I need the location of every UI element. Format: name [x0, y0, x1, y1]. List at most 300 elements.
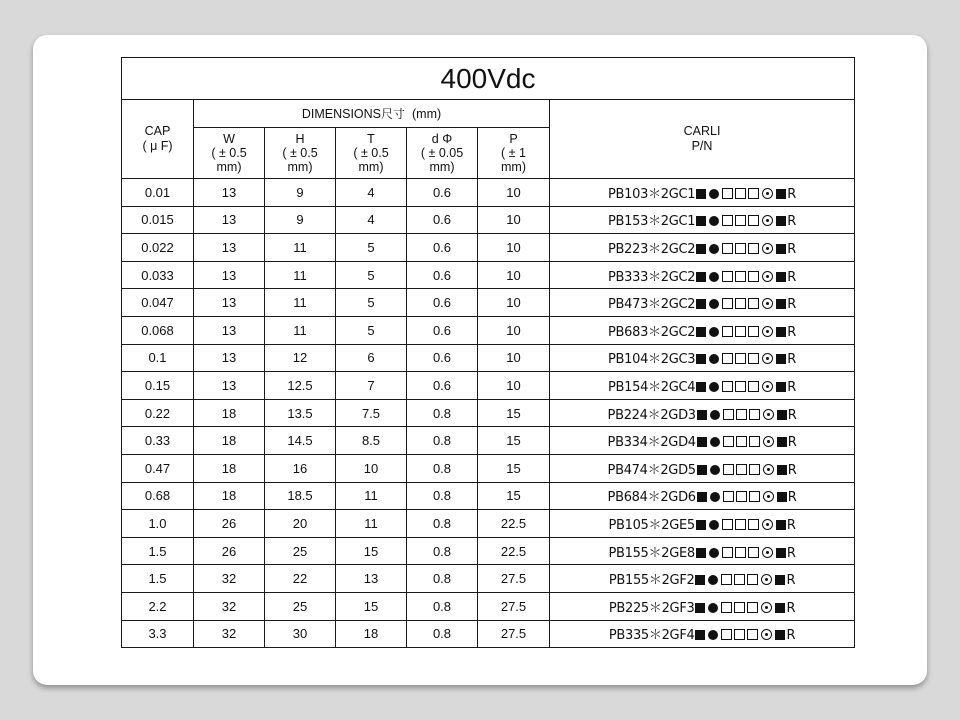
empty-square-icon	[722, 215, 733, 226]
empty-square-icon	[735, 381, 746, 392]
empty-square-icon	[722, 188, 733, 199]
circle-dot-icon	[762, 353, 773, 364]
filled-square-icon	[775, 630, 785, 640]
width-cell: 18	[194, 427, 265, 455]
part-number-prefix: PB154＊2GC4	[608, 379, 696, 395]
dim-header-h-unit: mm)	[287, 160, 313, 174]
cap-cell: 0.33	[122, 427, 194, 455]
cap-cell: 0.033	[122, 261, 194, 289]
part-number-header	[550, 100, 855, 179]
lead-diameter-cell: 0.6	[407, 316, 478, 344]
empty-square-icon	[748, 519, 759, 530]
part-number-suffix: R	[787, 186, 797, 202]
empty-square-icon	[736, 491, 747, 502]
table-row	[122, 234, 855, 262]
part-number-suffix: R	[787, 379, 797, 395]
filled-square-icon	[776, 272, 786, 282]
filled-circle-icon	[709, 244, 719, 254]
pitch-cell: 10	[478, 344, 550, 372]
part-number-suffix: R	[787, 214, 797, 230]
empty-square-icon	[747, 602, 758, 613]
dim-header-d-name: d Φ	[431, 132, 453, 146]
empty-square-icon	[736, 436, 747, 447]
empty-square-icon	[734, 629, 745, 640]
lead-diameter-cell: 0.6	[407, 179, 478, 207]
empty-square-icon	[734, 574, 745, 585]
dim-header-w	[194, 128, 265, 179]
lead-diameter-cell: 0.8	[407, 427, 478, 455]
filled-circle-icon	[709, 272, 719, 282]
pitch-cell: 27.5	[478, 592, 550, 620]
table-row	[122, 482, 855, 510]
slide-card	[33, 35, 927, 685]
table-row	[122, 537, 855, 565]
empty-square-icon	[723, 436, 734, 447]
cap-header-line2: ( μ F)	[142, 139, 173, 153]
filled-square-icon	[775, 603, 785, 613]
part-number-prefix: PB225＊2GF3	[608, 600, 695, 616]
circle-dot-icon	[763, 491, 774, 502]
width-cell: 18	[194, 454, 265, 482]
table-row	[122, 261, 855, 289]
dim-header-t-tol: ( ± 0.5	[353, 146, 389, 160]
pitch-cell: 22.5	[478, 537, 550, 565]
dim-header-t	[336, 128, 407, 179]
filled-square-icon	[696, 216, 706, 226]
empty-square-icon	[748, 381, 759, 392]
thickness-cell: 13	[336, 565, 407, 593]
empty-square-icon	[748, 271, 759, 282]
part-number-cell	[550, 454, 855, 482]
pitch-cell: 27.5	[478, 620, 550, 648]
dim-header-w-tol: ( ± 0.5	[211, 146, 247, 160]
lead-diameter-cell: 0.6	[407, 372, 478, 400]
height-cell: 11	[265, 316, 336, 344]
part-number-suffix: R	[787, 462, 797, 478]
width-cell: 32	[194, 565, 265, 593]
width-cell: 13	[194, 372, 265, 400]
dimensions-label: DIMENSIONS	[301, 107, 382, 121]
dim-header-h-name: H	[295, 132, 305, 146]
lead-diameter-cell: 0.6	[407, 261, 478, 289]
filled-circle-icon	[709, 216, 719, 226]
filled-circle-icon	[709, 520, 719, 530]
table-row	[122, 565, 855, 593]
empty-square-icon	[723, 464, 734, 475]
filled-circle-icon	[710, 410, 720, 420]
cap-cell: 0.015	[122, 206, 194, 234]
part-number-suffix: R	[786, 600, 796, 616]
filled-square-icon	[695, 603, 705, 613]
filled-circle-icon	[710, 492, 720, 502]
empty-square-icon	[722, 326, 733, 337]
pitch-cell: 10	[478, 372, 550, 400]
circle-dot-icon	[762, 326, 773, 337]
cap-column-header	[122, 100, 194, 179]
pitch-cell: 10	[478, 289, 550, 317]
lead-diameter-cell: 0.8	[407, 537, 478, 565]
part-number-cell	[550, 482, 855, 510]
empty-square-icon	[722, 547, 733, 558]
filled-square-icon	[776, 216, 786, 226]
empty-square-icon	[722, 243, 733, 254]
filled-circle-icon	[709, 327, 719, 337]
part-number-suffix: R	[787, 324, 797, 340]
width-cell: 26	[194, 510, 265, 538]
part-number-cell	[550, 372, 855, 400]
filled-square-icon	[776, 189, 786, 199]
thickness-cell: 5	[336, 234, 407, 262]
height-cell: 9	[265, 206, 336, 234]
thickness-cell: 5	[336, 261, 407, 289]
cap-cell: 2.2	[122, 592, 194, 620]
table-row	[122, 372, 855, 400]
empty-square-icon	[722, 271, 733, 282]
circle-dot-icon	[763, 409, 774, 420]
empty-square-icon	[749, 436, 760, 447]
height-cell: 12.5	[265, 372, 336, 400]
part-number-cell	[550, 399, 855, 427]
circle-dot-icon	[761, 574, 772, 585]
cap-cell: 0.47	[122, 454, 194, 482]
pitch-cell: 10	[478, 261, 550, 289]
filled-circle-icon	[709, 299, 719, 309]
cap-cell: 0.22	[122, 399, 194, 427]
filled-circle-icon	[708, 575, 718, 585]
filled-square-icon	[696, 382, 706, 392]
filled-square-icon	[776, 354, 786, 364]
empty-square-icon	[722, 519, 733, 530]
height-cell: 22	[265, 565, 336, 593]
dim-header-t-name: T	[367, 132, 375, 146]
filled-square-icon	[776, 327, 786, 337]
pitch-cell: 15	[478, 427, 550, 455]
filled-square-icon	[776, 244, 786, 254]
part-number-prefix: PB155＊2GE8	[608, 545, 695, 561]
filled-square-icon	[777, 410, 787, 420]
filled-circle-icon	[709, 548, 719, 558]
cap-cell: 1.0	[122, 510, 194, 538]
part-number-suffix: R	[786, 628, 796, 644]
empty-square-icon	[749, 409, 760, 420]
height-cell: 25	[265, 592, 336, 620]
part-number-prefix: PB474＊2GD5	[607, 462, 696, 478]
empty-square-icon	[749, 464, 760, 475]
empty-square-icon	[735, 519, 746, 530]
circle-dot-icon	[762, 188, 773, 199]
part-number-cell	[550, 620, 855, 648]
thickness-cell: 8.5	[336, 427, 407, 455]
filled-circle-icon	[708, 603, 718, 613]
part-number-suffix: R	[787, 269, 797, 285]
empty-square-icon	[748, 243, 759, 254]
thickness-cell: 7.5	[336, 399, 407, 427]
width-cell: 13	[194, 179, 265, 207]
empty-square-icon	[734, 602, 745, 613]
part-number-prefix: PB105＊2GE5	[608, 517, 695, 533]
part-number-prefix: PB683＊2GC2	[608, 324, 696, 340]
empty-square-icon	[736, 409, 747, 420]
filled-square-icon	[777, 437, 787, 447]
thickness-cell: 6	[336, 344, 407, 372]
filled-square-icon	[776, 520, 786, 530]
dim-header-h-tol: ( ± 0.5	[282, 146, 318, 160]
lead-diameter-cell: 0.8	[407, 565, 478, 593]
cap-cell: 0.1	[122, 344, 194, 372]
thickness-cell: 7	[336, 372, 407, 400]
empty-square-icon	[748, 326, 759, 337]
lead-diameter-cell: 0.8	[407, 399, 478, 427]
width-cell: 32	[194, 592, 265, 620]
part-number-prefix: PB334＊2GD4	[607, 435, 696, 451]
lead-diameter-cell: 0.6	[407, 206, 478, 234]
filled-square-icon	[695, 575, 705, 585]
empty-square-icon	[735, 188, 746, 199]
width-cell: 13	[194, 234, 265, 262]
empty-square-icon	[721, 574, 732, 585]
part-number-cell	[550, 537, 855, 565]
filled-square-icon	[696, 520, 706, 530]
circle-dot-icon	[762, 215, 773, 226]
filled-square-icon	[776, 548, 786, 558]
cap-cell: 1.5	[122, 537, 194, 565]
width-cell: 13	[194, 206, 265, 234]
part-number-prefix: PB223＊2GC2	[608, 241, 696, 257]
empty-square-icon	[721, 602, 732, 613]
part-number-cell	[550, 344, 855, 372]
empty-square-icon	[722, 298, 733, 309]
table-row	[122, 179, 855, 207]
lead-diameter-cell: 0.8	[407, 620, 478, 648]
lead-diameter-cell: 0.8	[407, 592, 478, 620]
dim-header-w-name: W	[223, 132, 235, 146]
width-cell: 18	[194, 399, 265, 427]
filled-square-icon	[777, 492, 787, 502]
part-number-suffix: R	[787, 490, 797, 506]
table-row	[122, 454, 855, 482]
height-cell: 30	[265, 620, 336, 648]
part-number-prefix: PB104＊2GC3	[608, 352, 696, 368]
cap-cell: 0.15	[122, 372, 194, 400]
filled-square-icon	[776, 382, 786, 392]
dim-header-p-unit: mm)	[501, 160, 526, 174]
filled-square-icon	[696, 272, 706, 282]
thickness-cell: 18	[336, 620, 407, 648]
part-number-cell	[550, 592, 855, 620]
filled-square-icon	[696, 354, 706, 364]
width-cell: 13	[194, 289, 265, 317]
thickness-cell: 4	[336, 179, 407, 207]
empty-square-icon	[748, 353, 759, 364]
part-number-cell	[550, 565, 855, 593]
dim-header-d-tol: ( ± 0.05	[420, 146, 464, 160]
empty-square-icon	[735, 215, 746, 226]
empty-square-icon	[747, 574, 758, 585]
lead-diameter-cell: 0.8	[407, 510, 478, 538]
filled-square-icon	[697, 492, 707, 502]
circle-dot-icon	[762, 243, 773, 254]
filled-circle-icon	[708, 630, 718, 640]
capacitor-spec-table	[121, 57, 855, 648]
table-title: 400Vdc	[122, 58, 855, 100]
circle-dot-icon	[761, 629, 772, 640]
part-number-cell	[550, 427, 855, 455]
height-cell: 12	[265, 344, 336, 372]
filled-square-icon	[696, 189, 706, 199]
part-number-prefix: PB473＊2GC2	[608, 297, 696, 313]
pitch-cell: 22.5	[478, 510, 550, 538]
empty-square-icon	[735, 271, 746, 282]
cap-header-line1: CAP	[144, 124, 171, 138]
cap-cell: 0.01	[122, 179, 194, 207]
pn-header-line1: CARLI	[683, 124, 721, 138]
lead-diameter-cell: 0.6	[407, 344, 478, 372]
thickness-cell: 15	[336, 537, 407, 565]
part-number-suffix: R	[786, 517, 796, 533]
part-number-prefix: PB155＊2GF2	[608, 573, 695, 589]
circle-dot-icon	[762, 519, 773, 530]
empty-square-icon	[735, 298, 746, 309]
circle-dot-icon	[761, 602, 772, 613]
thickness-cell: 5	[336, 289, 407, 317]
cap-cell: 1.5	[122, 565, 194, 593]
filled-square-icon	[696, 244, 706, 254]
part-number-suffix: R	[787, 435, 797, 451]
pn-header-line2: P/N	[691, 139, 713, 153]
empty-square-icon	[749, 491, 760, 502]
part-number-cell	[550, 261, 855, 289]
filled-circle-icon	[710, 465, 720, 475]
height-cell: 11	[265, 261, 336, 289]
part-number-cell	[550, 206, 855, 234]
dim-header-p-tol: ( ± 1	[501, 146, 526, 160]
circle-dot-icon	[762, 271, 773, 282]
pitch-cell: 27.5	[478, 565, 550, 593]
pitch-cell: 10	[478, 179, 550, 207]
pitch-cell: 15	[478, 454, 550, 482]
table-row	[122, 620, 855, 648]
filled-square-icon	[697, 437, 707, 447]
pitch-cell: 15	[478, 482, 550, 510]
empty-square-icon	[736, 464, 747, 475]
empty-square-icon	[735, 353, 746, 364]
cap-cell: 0.047	[122, 289, 194, 317]
circle-dot-icon	[762, 381, 773, 392]
empty-square-icon	[722, 381, 733, 392]
part-number-suffix: R	[787, 352, 797, 368]
height-cell: 9	[265, 179, 336, 207]
circle-dot-icon	[762, 547, 773, 558]
table-row	[122, 289, 855, 317]
filled-square-icon	[696, 548, 706, 558]
part-number-prefix: PB224＊2GD3	[607, 407, 696, 423]
thickness-cell: 4	[336, 206, 407, 234]
dim-header-d	[407, 128, 478, 179]
pitch-cell: 10	[478, 234, 550, 262]
width-cell: 18	[194, 482, 265, 510]
part-number-prefix: PB335＊2GF4	[608, 628, 695, 644]
width-cell: 13	[194, 316, 265, 344]
part-number-suffix: R	[787, 241, 797, 257]
cap-cell: 0.022	[122, 234, 194, 262]
circle-dot-icon	[763, 464, 774, 475]
empty-square-icon	[748, 298, 759, 309]
pitch-cell: 10	[478, 316, 550, 344]
dim-header-t-unit: mm)	[358, 160, 384, 174]
table-row	[122, 206, 855, 234]
dimensions-cjk-label: 尺寸	[381, 107, 406, 121]
width-cell: 13	[194, 261, 265, 289]
table-row	[122, 427, 855, 455]
pitch-cell: 15	[478, 399, 550, 427]
table-row	[122, 592, 855, 620]
table-row	[122, 399, 855, 427]
height-cell: 20	[265, 510, 336, 538]
part-number-cell	[550, 510, 855, 538]
filled-circle-icon	[709, 354, 719, 364]
dim-header-p	[478, 128, 550, 179]
height-cell: 11	[265, 289, 336, 317]
pitch-cell: 10	[478, 206, 550, 234]
filled-circle-icon	[709, 382, 719, 392]
empty-square-icon	[722, 353, 733, 364]
thickness-cell: 11	[336, 482, 407, 510]
lead-diameter-cell: 0.8	[407, 482, 478, 510]
cap-cell: 3.3	[122, 620, 194, 648]
filled-square-icon	[697, 465, 707, 475]
thickness-cell: 10	[336, 454, 407, 482]
empty-square-icon	[721, 629, 732, 640]
empty-square-icon	[735, 326, 746, 337]
part-number-cell	[550, 179, 855, 207]
dim-header-p-name: P	[509, 132, 518, 146]
part-number-suffix: R	[787, 407, 797, 423]
part-number-suffix: R	[786, 545, 796, 561]
filled-circle-icon	[710, 437, 720, 447]
lead-diameter-cell: 0.8	[407, 454, 478, 482]
height-cell: 11	[265, 234, 336, 262]
part-number-prefix: PB153＊2GC1	[608, 214, 696, 230]
filled-square-icon	[696, 299, 706, 309]
cap-cell: 0.68	[122, 482, 194, 510]
filled-square-icon	[777, 465, 787, 475]
circle-dot-icon	[762, 298, 773, 309]
width-cell: 13	[194, 344, 265, 372]
table-row	[122, 316, 855, 344]
part-number-cell	[550, 289, 855, 317]
empty-square-icon	[735, 547, 746, 558]
part-number-suffix: R	[787, 297, 797, 313]
circle-dot-icon	[763, 436, 774, 447]
height-cell: 18.5	[265, 482, 336, 510]
width-cell: 26	[194, 537, 265, 565]
thickness-cell: 5	[336, 316, 407, 344]
part-number-prefix: PB103＊2GC1	[608, 186, 696, 202]
part-number-suffix: R	[786, 573, 796, 589]
dim-header-d-unit: mm)	[429, 160, 455, 174]
part-number-cell	[550, 316, 855, 344]
dim-header-h	[265, 128, 336, 179]
thickness-cell: 15	[336, 592, 407, 620]
table-row	[122, 510, 855, 538]
empty-square-icon	[748, 547, 759, 558]
thickness-cell: 11	[336, 510, 407, 538]
dim-header-w-unit: mm)	[216, 160, 242, 174]
empty-square-icon	[747, 629, 758, 640]
cap-cell: 0.068	[122, 316, 194, 344]
filled-square-icon	[695, 630, 705, 640]
height-cell: 13.5	[265, 399, 336, 427]
